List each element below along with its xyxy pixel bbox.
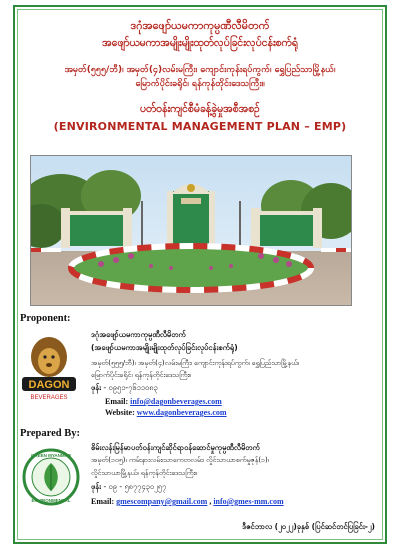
proponent-website-link[interactable]: www.dagonbeverages.com (136, 408, 227, 417)
org-title: ဒဂုံအဖျော်ယမကာကုမ္ပဏီလီမိတက် (130, 19, 270, 32)
preparer-email-link-2[interactable]: info@gmes-mm.com (213, 497, 284, 506)
gmes-logo-top-text: GREEN MYANMAR (30, 453, 72, 458)
proponent-phone (91, 383, 158, 394)
prepared-by-heading: Prepared By: (20, 428, 80, 439)
proponent-phone-label: ဖုန်း (91, 383, 102, 392)
plan-title-myanmar: ပတ်ဝန်းကျင်စီမံခန့်ခွဲမှုအစီအစဉ် (139, 103, 261, 115)
proponent-address-1: အမှတ်(၅၅၅/ဘီ)၊ အမှတ်(၄)လမ်းမကြီး၊ ကျောင်းကုန်းရပ်ကွက်၊ ရွှေပြည်သာမြို့နယ်၊ (91, 359, 299, 367)
dagon-logo-subtext: BEVERAGES (30, 395, 68, 401)
proponent-website-label: Website: (105, 408, 137, 417)
preparer-name: စိမ်းလန်းမြန်မာပတ်ဝန်းကျင်ဆိုင်ရာဝန်ဆောင်မှုကုမ္ပဏီလီမိတက် (91, 443, 260, 452)
dagon-beverages-logo (20, 335, 78, 403)
proponent-email-line (105, 397, 222, 406)
proponent-subname: (အဖျော်ယမကာအမျိုးမျိုးထုတ်လုပ်ခြင်းလုပ်ငန်းစက်ရုံ) (91, 343, 238, 352)
factory-title: အဖျော်ယမကာအမျိုးမျိုးထုတ်လုပ်ခြင်းလုပ်ငန်းစက်ရုံ (102, 37, 298, 49)
proponent-website-line (105, 408, 227, 417)
preparer-phone-label: ဖုန်း (91, 482, 102, 491)
proponent-address-2: မြောက်ပိုင်းခရိုင်၊ ရန်ကုန်တိုင်းဒေသကြီး။ (91, 371, 192, 379)
dagon-logo-text: DAGON (28, 379, 70, 391)
proponent-phone-value: - ၀၉၅၁-၇၆၁၁၀၈၃ (101, 383, 158, 392)
factory-gate-photo (30, 155, 352, 306)
plan-title-english: (ENVIRONMENTAL MANAGEMENT PLAN – EMP) (53, 120, 347, 133)
proponent-email-link[interactable]: info@dagonbeverages.com (130, 397, 222, 406)
preparer-address-1: အမှတ်(၁၀၅)၊ ကမ်းနားလမ်း၊သာကေတလမ်း၊ လှိုင်သာယာစက်မှုဇုန်(၁)၊ (91, 456, 269, 464)
preparer-phone-value: - ၀၉ - ၅၈၇၇၄၃၀၂၅၇ (101, 482, 167, 491)
gmes-logo-bottom-text: ENVIRONMENTAL (31, 498, 71, 503)
proponent-email-label: Email: (105, 397, 131, 406)
preparer-email-label: Email: (91, 497, 117, 506)
preparer-address-2: လှိုင်သာယာမြို့နယ်၊ ရန်ကုန်တိုင်းဒေသကြီး။ (91, 469, 198, 477)
preparer-email-line (91, 497, 284, 506)
proponent-name: ဒဂုံအဖျော်ယမကာကုမ္ပဏီလီမိတက် (91, 330, 186, 339)
preparer-email-link-1[interactable]: gmescompany@gmail.com (116, 497, 208, 506)
address-line-2: မြောက်ပိုင်းခရိုင်၊ ရန်ကုန်တိုင်းဒေသကြီး။ (135, 79, 265, 89)
preparer-phone (91, 482, 166, 493)
proponent-heading: Proponent: (20, 313, 71, 324)
gmes-logo (22, 447, 80, 507)
preparer-email-separator: , (207, 497, 214, 506)
address-line-1: အမှတ်(၅၅၅/ဘီ)၊ အမှတ်(၄)လမ်းမကြီး၊ ကျောင်းကုန်းရပ်ကွက်၊ ရွှေပြည်သာမြို့နယ်၊ (64, 65, 336, 75)
document-date: ဒီဇင်ဘာလ (၂၀၂၂)ခုနှစ် (ပြင်ဆင်တင်ပြခြင်း-၂) (242, 522, 375, 531)
